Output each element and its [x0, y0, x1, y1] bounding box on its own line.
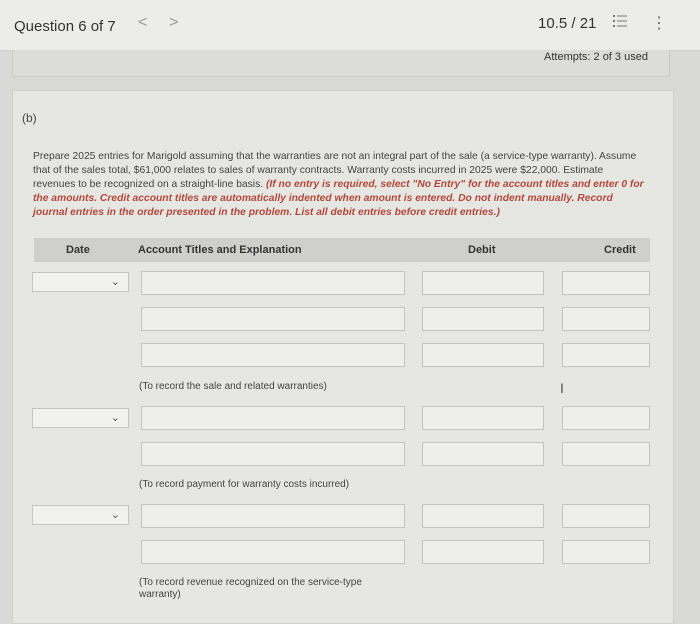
- account-field-3-2[interactable]: [141, 540, 405, 564]
- score-display: 10.5 / 21: [538, 15, 597, 32]
- chevron-down-icon: ⌄: [110, 412, 120, 424]
- attempts-label: Attempts: 2 of 3 used: [544, 51, 648, 63]
- account-field-1-2[interactable]: [141, 307, 405, 331]
- text-cursor-icon: I: [560, 380, 564, 396]
- debit-field-1-3[interactable]: [422, 343, 544, 367]
- instructions-text: Prepare 2025 entries for Marigold assuming that the warranties are not an integral part of the sale (a service-type warranty). Assume that of the sales total, $61,000 relates to sales of warranty contracts. Warranty costs incurred in 2025 were $22,000. Estimate revenues to be recognized on a straight-line basis.: [33, 151, 637, 190]
- question-indicator: Question 6 of 7: [14, 18, 116, 35]
- date-column-header: Date: [66, 244, 90, 256]
- entry-note-3-line2: warranty): [139, 589, 181, 600]
- credit-column-header: Credit: [604, 244, 636, 256]
- part-label: (b): [22, 111, 37, 125]
- credit-field-1-2[interactable]: [562, 307, 650, 331]
- debit-field-3-1[interactable]: [422, 504, 544, 528]
- credit-field-3-2[interactable]: [562, 540, 650, 564]
- account-column-header: Account Titles and Explanation: [138, 244, 302, 256]
- account-field-2-1[interactable]: [141, 406, 405, 430]
- instructions: [33, 150, 647, 220]
- journal-table-header: [34, 238, 650, 262]
- account-field-3-1[interactable]: [141, 504, 405, 528]
- list-icon[interactable]: [612, 13, 628, 29]
- more-vertical-icon[interactable]: ⋮: [651, 15, 667, 32]
- account-field-1-1[interactable]: [141, 271, 405, 295]
- chevron-down-icon: ⌄: [110, 509, 120, 521]
- entry-note-3: [139, 577, 362, 601]
- debit-field-1-1[interactable]: [422, 271, 544, 295]
- instructions-emphasis: (If no entry is required, select "No Entry" for the account titles and enter 0 for the amounts. Credit account titles are automatically indented when amount is entered. Do not indent manually. Record journal entries in the order presented in the problem. List all debit entries before credit entries.): [33, 179, 644, 218]
- credit-field-2-1[interactable]: [562, 406, 650, 430]
- credit-field-1-1[interactable]: [562, 271, 650, 295]
- debit-field-2-2[interactable]: [422, 442, 544, 466]
- date-select-2[interactable]: [32, 408, 129, 428]
- date-select-1[interactable]: [32, 272, 129, 292]
- prev-question-button[interactable]: <: [138, 14, 148, 31]
- entry-note-2: (To record payment for warranty costs incurred): [139, 479, 350, 490]
- entry-note-3-line1: (To record revenue recognized on the service-type: [139, 577, 362, 588]
- next-question-button[interactable]: >: [169, 14, 179, 31]
- chevron-down-icon: ⌄: [110, 276, 120, 288]
- debit-column-header: Debit: [468, 244, 496, 256]
- credit-field-2-2[interactable]: [562, 442, 650, 466]
- debit-field-3-2[interactable]: [422, 540, 544, 564]
- top-bar: [0, 0, 700, 51]
- account-field-2-2[interactable]: [141, 442, 405, 466]
- credit-field-1-3[interactable]: [562, 343, 650, 367]
- account-field-1-3[interactable]: [141, 343, 405, 367]
- date-select-3[interactable]: [32, 505, 129, 525]
- debit-field-2-1[interactable]: [422, 406, 544, 430]
- credit-field-3-1[interactable]: [562, 504, 650, 528]
- debit-field-1-2[interactable]: [422, 307, 544, 331]
- entry-note-1: (To record the sale and related warranties): [139, 381, 327, 392]
